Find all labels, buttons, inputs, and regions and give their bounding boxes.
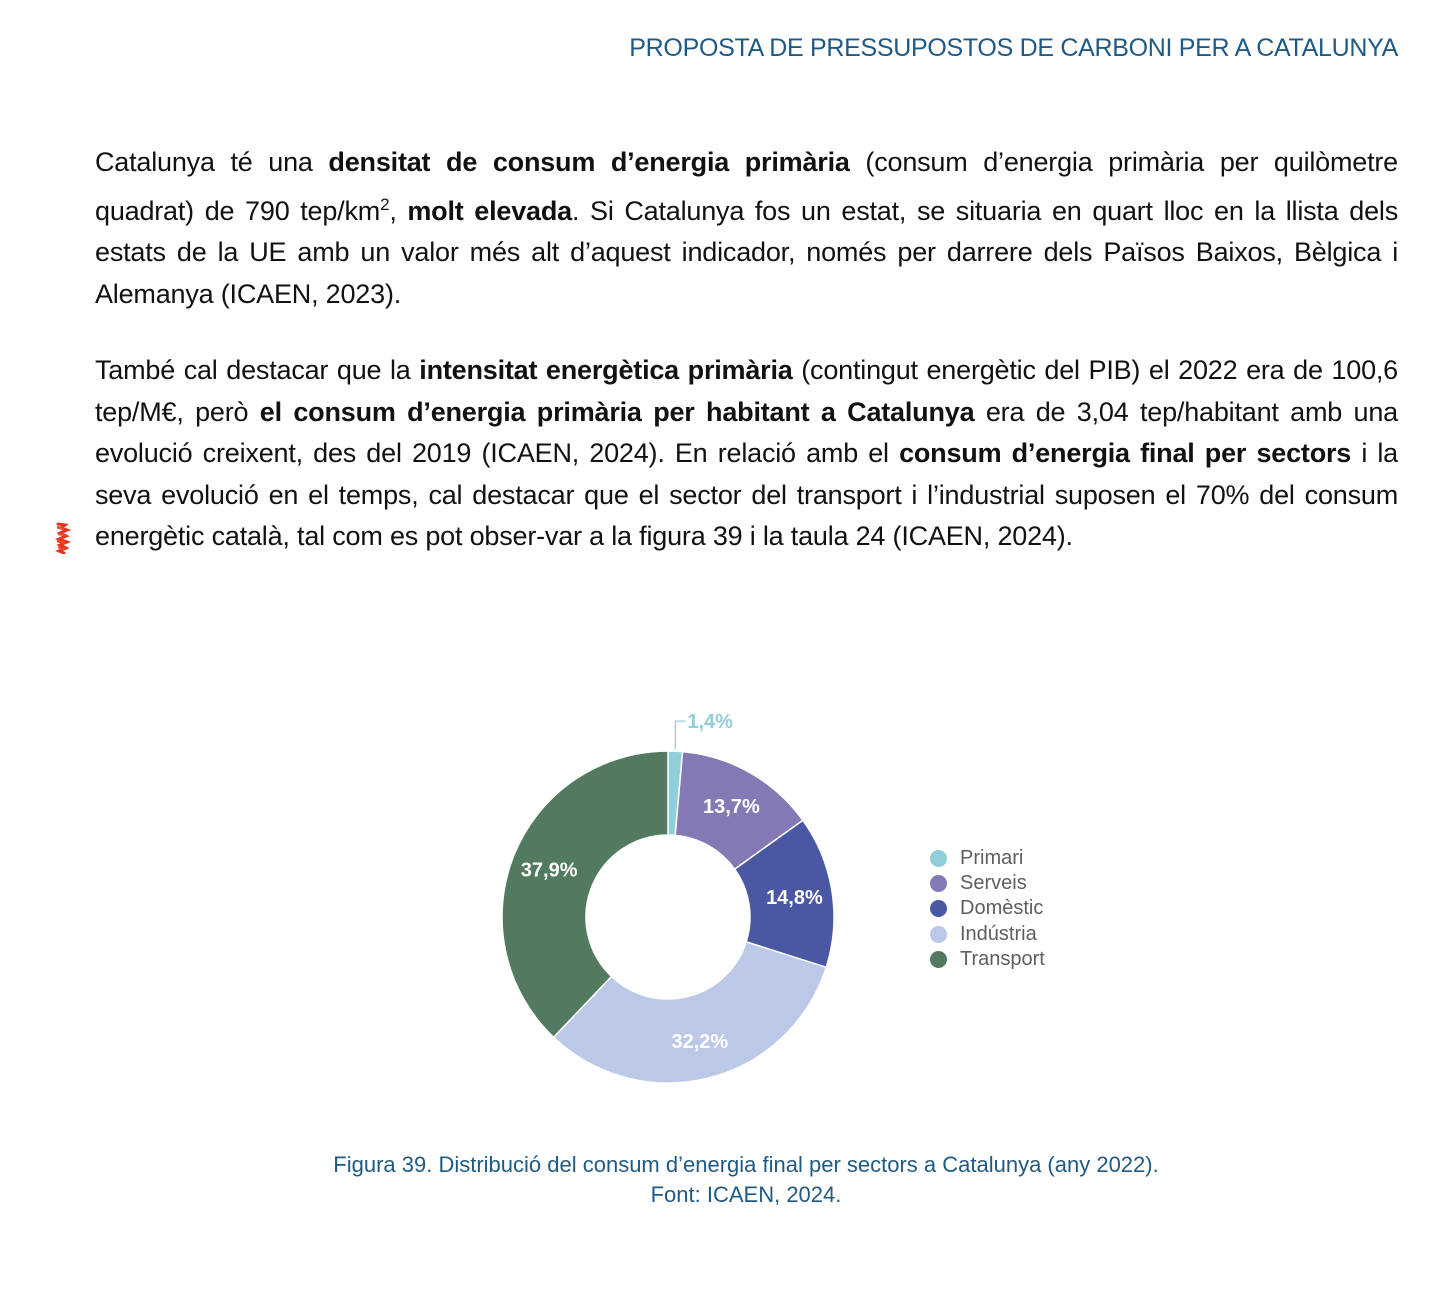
chart-legend [930,846,1045,972]
legend-item-serveis [930,871,1045,896]
legend-swatch [930,875,947,892]
text-run: . Si Catalunya fos un estat, se situaria en quart lloc en la llista dels estats de la UE amb un valor més alt d’aquest indicador, només per darrere dels Països Baixos, Bèlgica i Alemanya (ICAEN, 2023). [95,195,1399,309]
margin-annotation-mark [52,522,72,554]
data-label-domèstic: 14,8% [766,886,823,909]
text-run: era de 3,04 tep/habitant amb una evolució creixent, des del 2019 (ICAEN, 2024). En relació amb el [95,396,1398,468]
text-run: (contingut energètic del PIB) el 2022 era de 100,6 tep/M€, però [95,355,1398,427]
donut-chart-svg [480,700,860,1100]
text-run: Catalunya té una [95,147,329,177]
legend-swatch [930,951,947,968]
legend-label: Domèstic [960,897,1044,920]
legend-item-domèstic [930,896,1045,921]
legend-item-indústria [930,922,1045,947]
paragraph-1 [95,142,1398,315]
leader-line [675,721,685,749]
text-run: i la seva evolució en el temps, cal destacar que el sector del transport i l’industrial suposen el 70% del consum energètic català, tal com es pot obser-var a la figura 39 i la taula 24 (ICAEN, 2024). [95,438,1398,551]
data-label-indústria: 32,2% [671,1030,729,1053]
legend-swatch [930,926,947,943]
data-label-transport: 37,9% [520,859,578,882]
legend-label: Indústria [960,922,1037,945]
bold-run: molt elevada [407,195,572,226]
caption-line-1: Figura 39. Distribució del consum d’energia final per sectors a Catalunya (any 2022). [333,1152,1159,1177]
bold-run: consum d’energia final per sectors [899,438,1352,468]
legend-item-primari [930,846,1045,871]
legend-item-transport [930,947,1045,972]
legend-label: Primari [960,847,1024,870]
text-run: , [389,195,408,226]
bold-run: densitat de consum d’energia primària [328,147,850,177]
legend-label: Transport [960,947,1045,970]
caption-line-2: Font: ICAEN, 2024. [650,1182,842,1207]
data-label-primari: 1,4% [687,711,733,734]
paragraph-2 [95,350,1398,558]
legend-swatch [930,850,947,867]
superscript: 2 [380,194,390,214]
text-run: (consum d’energia primària per quilòmetre quadrat) de 790 tep/km [95,147,1398,226]
data-label-serveis: 13,7% [703,795,760,818]
running-header: PROPOSTA DE PRESSUPOSTOS DE CARBONI PER A CATALUNYA [629,34,1398,62]
bold-run: intensitat energètica primària [419,355,793,385]
donut-chart [480,700,860,1100]
figure-caption [0,1150,1456,1210]
legend-swatch [930,900,947,917]
legend-label: Serveis [960,872,1027,895]
bold-run: el consum d’energia primària per habitant a Catalunya [259,396,975,427]
text-run: També cal destacar que la [95,355,420,385]
